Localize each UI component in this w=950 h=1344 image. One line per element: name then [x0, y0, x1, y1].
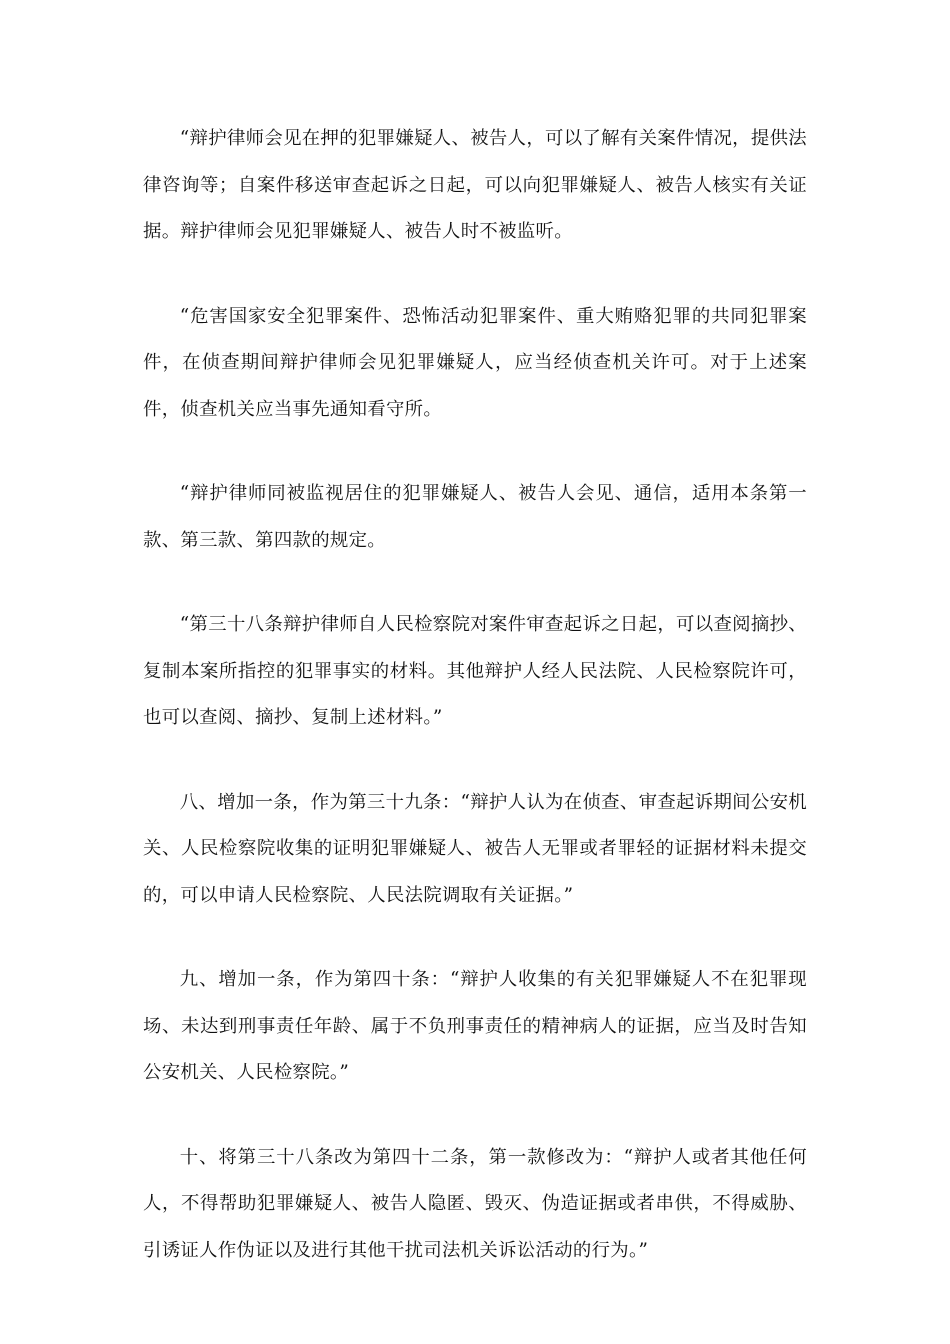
paragraph-4: “第三十八条辩护律师自人民检察院对案件审查起诉之日起，可以查阅摘抄、复制本案所指控的犯罪事实的材料。其他辩护人经人民法院、人民检察院许可，也可以查阅、摘抄、复制上述材料。”	[143, 614, 807, 728]
paragraph-7: 十、将第三十八条改为第四十二条，第一款修改为：“辩护人或者其他任何人，不得帮助犯罪嫌疑人、被告人隐匿、毁灭、伪造证据或者串供，不得威胁、引诱证人作伪证以及进行其他干扰司法机关诉讼活动的行为。”	[143, 1146, 807, 1261]
paragraph-1: “辩护律师会见在押的犯罪嫌疑人、被告人，可以了解有关案件情况，提供法律咨询等；自案件移送审查起诉之日起，可以向犯罪嫌疑人、被告人核实有关证据。辩护律师会见犯罪嫌疑人、被告人时不被监听。	[143, 128, 807, 242]
paragraph-6: 九、增加一条，作为第四十条：“辩护人收集的有关犯罪嫌疑人不在犯罪现场、未达到刑事责任年龄、属于不负刑事责任的精神病人的证据，应当及时告知公安机关、人民检察院。”	[143, 969, 807, 1083]
paragraph-3: “辩护律师同被监视居住的犯罪嫌疑人、被告人会见、通信，适用本条第一款、第三款、第四款的规定。	[143, 483, 807, 551]
paragraph-2: “危害国家安全犯罪案件、恐怖活动犯罪案件、重大贿赂犯罪的共同犯罪案件，在侦查期间辩护律师会见犯罪嫌疑人，应当经侦查机关许可。对于上述案件，侦查机关应当事先通知看守所。	[143, 305, 807, 420]
document-body	[143, 116, 807, 1312]
paragraph-5: 八、增加一条，作为第三十九条：“辩护人认为在侦查、审查起诉期间公安机关、人民检察院收集的证明犯罪嫌疑人、被告人无罪或者罪轻的证据材料未提交的，可以申请人民检察院、人民法院调取有关证据。”	[143, 791, 807, 906]
